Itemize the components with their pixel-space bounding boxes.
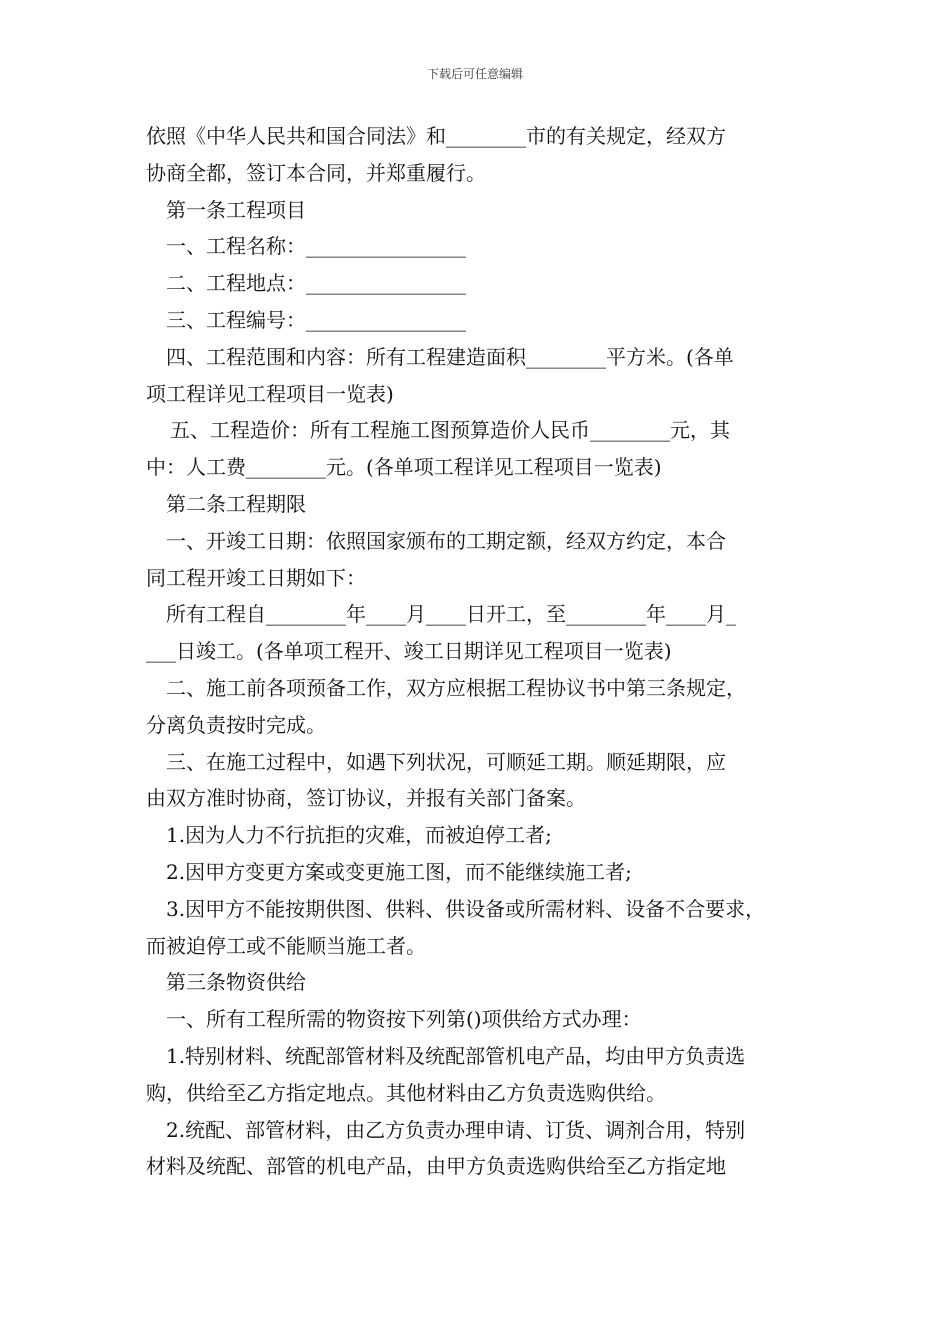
text-line: 第二条工程期限 <box>166 491 306 516</box>
text-line: 1.因为人力不行抗拒的灾难，而被迫停工者; <box>166 823 552 848</box>
text-line: 二、工程地点：________________ <box>166 271 466 296</box>
text-line: 1.特别材料、统配部管材料及统配部管机电产品，均由甲方负责选 <box>166 1043 746 1068</box>
text-line: 材料及统配、部管的机电产品，由甲方负责选购供给至乙方指定地 <box>146 1154 726 1179</box>
text-line: 所有工程自________年____月____日开工，至________年____月_ <box>166 602 736 627</box>
document-body <box>146 118 810 1185</box>
text-line: 一、所有工程所需的物资按下列第()项供给方式办理： <box>166 1007 642 1032</box>
text-line: 2.统配、部管材料，由乙方负责办理申请、订货、调剂合用，特别 <box>166 1117 746 1142</box>
text-line: 分离负责按时完成。 <box>146 712 326 737</box>
text-line: 协商全都，签订本合同，并郑重履行。 <box>146 160 486 185</box>
text-line: 五、工程造价：所有工程施工图预算造价人民币________元，其 <box>170 418 730 443</box>
text-line: 而被迫停工或不能顺当施工者。 <box>146 933 426 958</box>
text-line: 项工程详见工程项目一览表) <box>146 381 394 406</box>
text-line: ___日竣工。(各单项工程开、竣工日期详见工程项目一览表) <box>146 639 672 664</box>
text-line: 购，供给至乙方指定地点。其他材料由乙方负责选购供给。 <box>146 1080 666 1105</box>
text-line: 同工程开竣工日期如下： <box>146 565 366 590</box>
text-line: 四、工程范围和内容：所有工程建造面积________平方米。(各单 <box>166 344 734 369</box>
text-line: 依照《中华人民共和国合同法》和________市的有关规定，经双方 <box>146 124 726 148</box>
text-line: 第一条工程项目 <box>166 197 306 222</box>
text-line: 三、在施工过程中，如遇下列状况，可顺延工期。顺延期限，应 <box>166 749 726 774</box>
text-line: 三、工程编号：________________ <box>166 307 466 332</box>
text-line: 第三条物资供给 <box>166 970 306 995</box>
text-line: 一、工程名称：________________ <box>166 234 466 259</box>
text-line: 二、施工前各项预备工作，双方应根据工程协议书中第三条规定， <box>166 675 746 700</box>
page-header: 下载后可任意编辑 <box>426 67 523 81</box>
text-line: 3.因甲方不能按期供图、供料、供设备或所需材料、设备不合要求， <box>166 896 766 921</box>
text-line: 一、开竣工日期：依照国家颁布的工期定额，经双方约定，本合 <box>166 528 726 553</box>
text-line: 中：人工费________元。(各单项工程详见工程项目一览表) <box>146 455 662 480</box>
text-line: 2.因甲方变更方案或变更施工图，而不能继续施工者; <box>166 859 632 884</box>
text-line: 由双方准时协商，签订协议，并报有关部门备案。 <box>146 786 586 811</box>
